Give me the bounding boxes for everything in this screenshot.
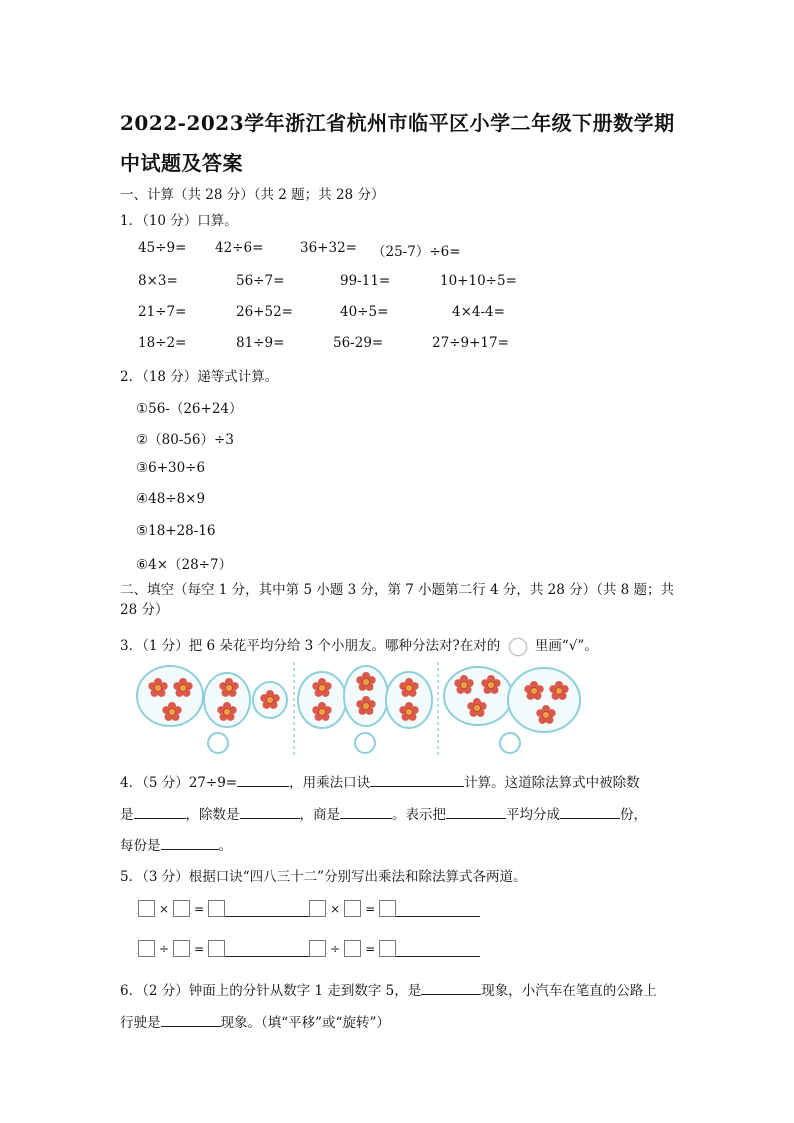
- answer-line: [225, 940, 309, 957]
- question-6-text: 现象。（填“平移”或“旋转”）: [220, 1015, 390, 1031]
- doc-title-line2: 中试题及答案: [120, 151, 243, 175]
- answer-blank[interactable]: [421, 980, 481, 995]
- answer-box[interactable]: [173, 900, 190, 917]
- oral-item: 21÷7=: [138, 304, 187, 320]
- doc-title-line1: 2022-2023学年浙江省杭州市临平区小学二年级下册数学期: [120, 111, 675, 135]
- section-2-heading-line1: 二、填空（每空 1 分，其中第 5 小题 3 分，第 7 小题第二行 4 分，共 28 分）（共 8 题；共: [120, 582, 675, 598]
- answer-blank[interactable]: [340, 804, 392, 819]
- oral-item: 42÷6=: [215, 240, 264, 256]
- question-4-text: 计算。这道除法算式中被除数: [464, 775, 640, 791]
- answer-circle-icon: [509, 638, 527, 656]
- answer-blank[interactable]: [237, 772, 289, 787]
- question-4-line3: [120, 834, 232, 854]
- question-4-text: ，商是: [299, 807, 340, 823]
- question-4-text: 是: [120, 807, 134, 823]
- question-4-text: 4．（5 分）27÷9=: [120, 775, 238, 791]
- question-2: 2．（18 分）递等式计算。: [120, 369, 279, 385]
- oral-item: 26+52=: [236, 304, 293, 320]
- question-3-text-a: 3．（1 分）把 6 朵花平均分给 3 个小朋友。哪种分法对?在对的: [120, 638, 501, 654]
- question-4-text: 份，: [620, 807, 647, 823]
- question-6-text: 6．（2 分）钟面上的分针从数字 1 走到数字 5，是: [120, 983, 422, 999]
- answer-box[interactable]: [208, 940, 225, 957]
- oral-item: 36+32=: [300, 240, 357, 256]
- oral-item: 18÷2=: [138, 335, 187, 351]
- answer-line: [396, 900, 480, 917]
- times-sign: ×: [330, 901, 341, 916]
- question-4-line2: [120, 803, 647, 823]
- calc-item: ②（80-56）÷3: [136, 432, 234, 448]
- question-4-text: 。表示把: [392, 807, 446, 823]
- answer-blank[interactable]: [446, 804, 506, 819]
- calc-item: ⑥4×（28÷7）: [136, 557, 233, 573]
- equals-sign: =: [365, 901, 376, 916]
- equals-sign: =: [194, 901, 205, 916]
- oral-item: 10+10÷5=: [440, 273, 517, 289]
- division-row: [138, 938, 480, 957]
- divide-sign: ÷: [330, 941, 341, 956]
- option-c-group: [444, 667, 580, 753]
- oral-item: 8×3=: [138, 273, 178, 289]
- section-2-heading-line2: 28 分）: [120, 602, 169, 618]
- answer-box[interactable]: [309, 940, 326, 957]
- answer-box[interactable]: [344, 900, 361, 917]
- answer-box[interactable]: [379, 940, 396, 957]
- answer-box[interactable]: [309, 900, 326, 917]
- calc-item: ③6+30÷6: [136, 460, 206, 476]
- divide-sign: ÷: [159, 941, 170, 956]
- oral-item: 99-11=: [340, 273, 391, 289]
- answer-box[interactable]: [344, 940, 361, 957]
- answer-box[interactable]: [138, 900, 155, 917]
- oral-item: 27÷9+17=: [432, 335, 509, 351]
- oral-item: 56-29=: [333, 335, 384, 351]
- question-1: 1．（10 分）口算。: [120, 213, 238, 229]
- answer-box[interactable]: [138, 940, 155, 957]
- oral-item: 45÷9=: [138, 240, 187, 256]
- question-4-text: 每份是: [120, 838, 161, 854]
- question-5: 5．（3 分）根据口诀“四八三十二”分别写出乘法和除法算式各两道。: [120, 869, 527, 885]
- calc-item: ⑤18+28-16: [136, 523, 216, 539]
- times-sign: ×: [159, 901, 170, 916]
- calc-item: ①56-（26+24）: [136, 401, 243, 417]
- question-6-line1: [120, 979, 657, 999]
- answer-box[interactable]: [208, 900, 225, 917]
- oral-item: 40÷5=: [340, 304, 389, 320]
- oral-item: 81÷9=: [236, 335, 285, 351]
- question-4-text: ，用乘法口诀: [289, 775, 371, 791]
- calc-item: ④48÷8×9: [136, 491, 206, 507]
- question-4-text: 。: [218, 838, 232, 854]
- equals-sign: =: [194, 941, 205, 956]
- question-4-text: ，除数是: [185, 807, 240, 823]
- answer-box[interactable]: [379, 900, 396, 917]
- answer-blank[interactable]: [370, 772, 464, 787]
- question-4-text: 平均分成: [506, 807, 560, 823]
- answer-blank[interactable]: [161, 1012, 221, 1027]
- option-b-group: [298, 666, 432, 753]
- oral-item: 56÷7=: [236, 273, 285, 289]
- option-a-group: [137, 666, 287, 753]
- flower-division-illustration: [136, 660, 586, 760]
- oral-item: （25-7）÷6=: [372, 244, 461, 260]
- equals-sign: =: [365, 941, 376, 956]
- question-6-text: 现象，小汽车在笔直的公路上: [481, 983, 657, 999]
- question-3: [120, 634, 598, 656]
- answer-box[interactable]: [173, 940, 190, 957]
- answer-blank[interactable]: [161, 835, 219, 850]
- oral-item: 4×4-4=: [452, 304, 505, 320]
- answer-line: [396, 940, 480, 957]
- question-4-line1: [120, 771, 640, 791]
- question-6-text: 行驶是: [120, 1015, 161, 1031]
- question-6-line2: [120, 1011, 390, 1031]
- answer-blank[interactable]: [560, 804, 620, 819]
- section-1-heading: 一、计算（共 28 分）（共 2 题；共 28 分）: [120, 187, 385, 203]
- multiplication-row: [138, 898, 480, 917]
- answer-line: [225, 900, 309, 917]
- answer-blank[interactable]: [134, 804, 186, 819]
- answer-blank[interactable]: [240, 804, 300, 819]
- question-3-text-b: 里画“√”。: [534, 638, 598, 654]
